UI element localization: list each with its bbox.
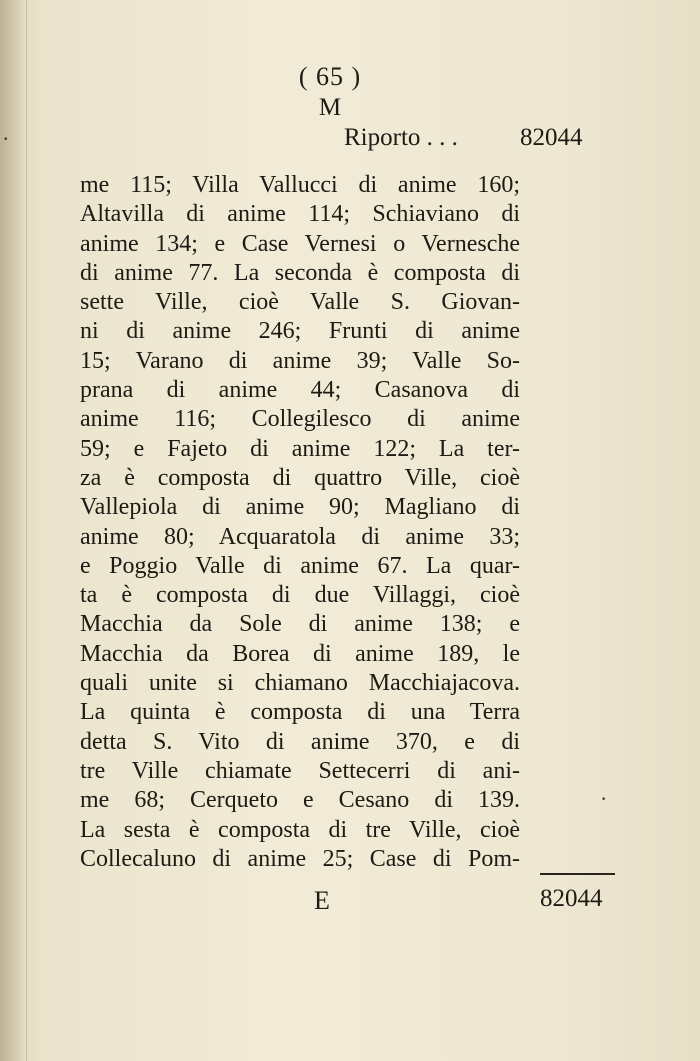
body-text	[80, 171, 520, 874]
text-line: tre Ville chiamate Settecerri di ani-	[80, 757, 520, 784]
margin-ink-mark: ·	[600, 786, 608, 811]
text-line: anime 116; Collegilesco di anime	[80, 406, 520, 433]
carry-forward-label: Riporto . . .	[344, 124, 458, 151]
text-line: prana di anime 44; Casanova di	[80, 377, 520, 404]
catchword: E	[314, 886, 330, 915]
footer-total: 82044	[540, 885, 603, 912]
text-line: Altavilla di anime 114; Schiaviano di	[80, 201, 520, 228]
total-rule	[540, 873, 615, 875]
text-line: e Poggio Valle di anime 67. La quar-	[80, 552, 520, 579]
text-line: quali unite si chiamano Macchiajacova.	[80, 670, 520, 697]
text-line: detta S. Vito di anime 370, e di	[80, 728, 520, 755]
text-line: 59; e Fajeto di anime 122; La ter-	[80, 435, 520, 462]
text-line: za è composta di quattro Ville, cioè	[80, 464, 520, 491]
signature-mark: M	[318, 94, 342, 121]
carry-forward-total: 82044	[520, 124, 583, 151]
text-line: sette Ville, cioè Valle S. Giovan-	[80, 289, 520, 316]
text-line: ni di anime 246; Frunti di anime	[80, 318, 520, 345]
text-line: me 115; Villa Vallucci di anime 160;	[80, 172, 520, 198]
text-line: Macchia da Sole di anime 138; e	[80, 611, 520, 638]
text-line: Macchia da Borea di anime 189, le	[80, 640, 520, 667]
page-gutter	[0, 0, 27, 1061]
text-line: La quinta è composta di una Terra	[80, 699, 520, 726]
text-line: anime 80; Acquaratola di anime 33;	[80, 523, 520, 550]
text-line: me 68; Cerqueto e Cesano di 139.	[80, 787, 520, 814]
margin-ink-mark: ·	[2, 126, 10, 151]
page-number: ( 65 )	[298, 62, 362, 91]
text-line: La sesta è composta di tre Ville, cioè	[80, 816, 520, 843]
text-line: anime 134; e Case Vernesi o Vernesche	[80, 230, 520, 257]
text-line: ta è composta di due Villaggi, cioè	[80, 582, 520, 609]
text-line: di anime 77. La seconda è composta di	[80, 259, 520, 286]
text-line: Vallepiola di anime 90; Magliano di	[80, 494, 520, 521]
text-line: 15; Varano di anime 39; Valle So-	[80, 347, 520, 374]
text-line: Collecaluno di anime 25; Case di Pom-	[80, 845, 520, 872]
